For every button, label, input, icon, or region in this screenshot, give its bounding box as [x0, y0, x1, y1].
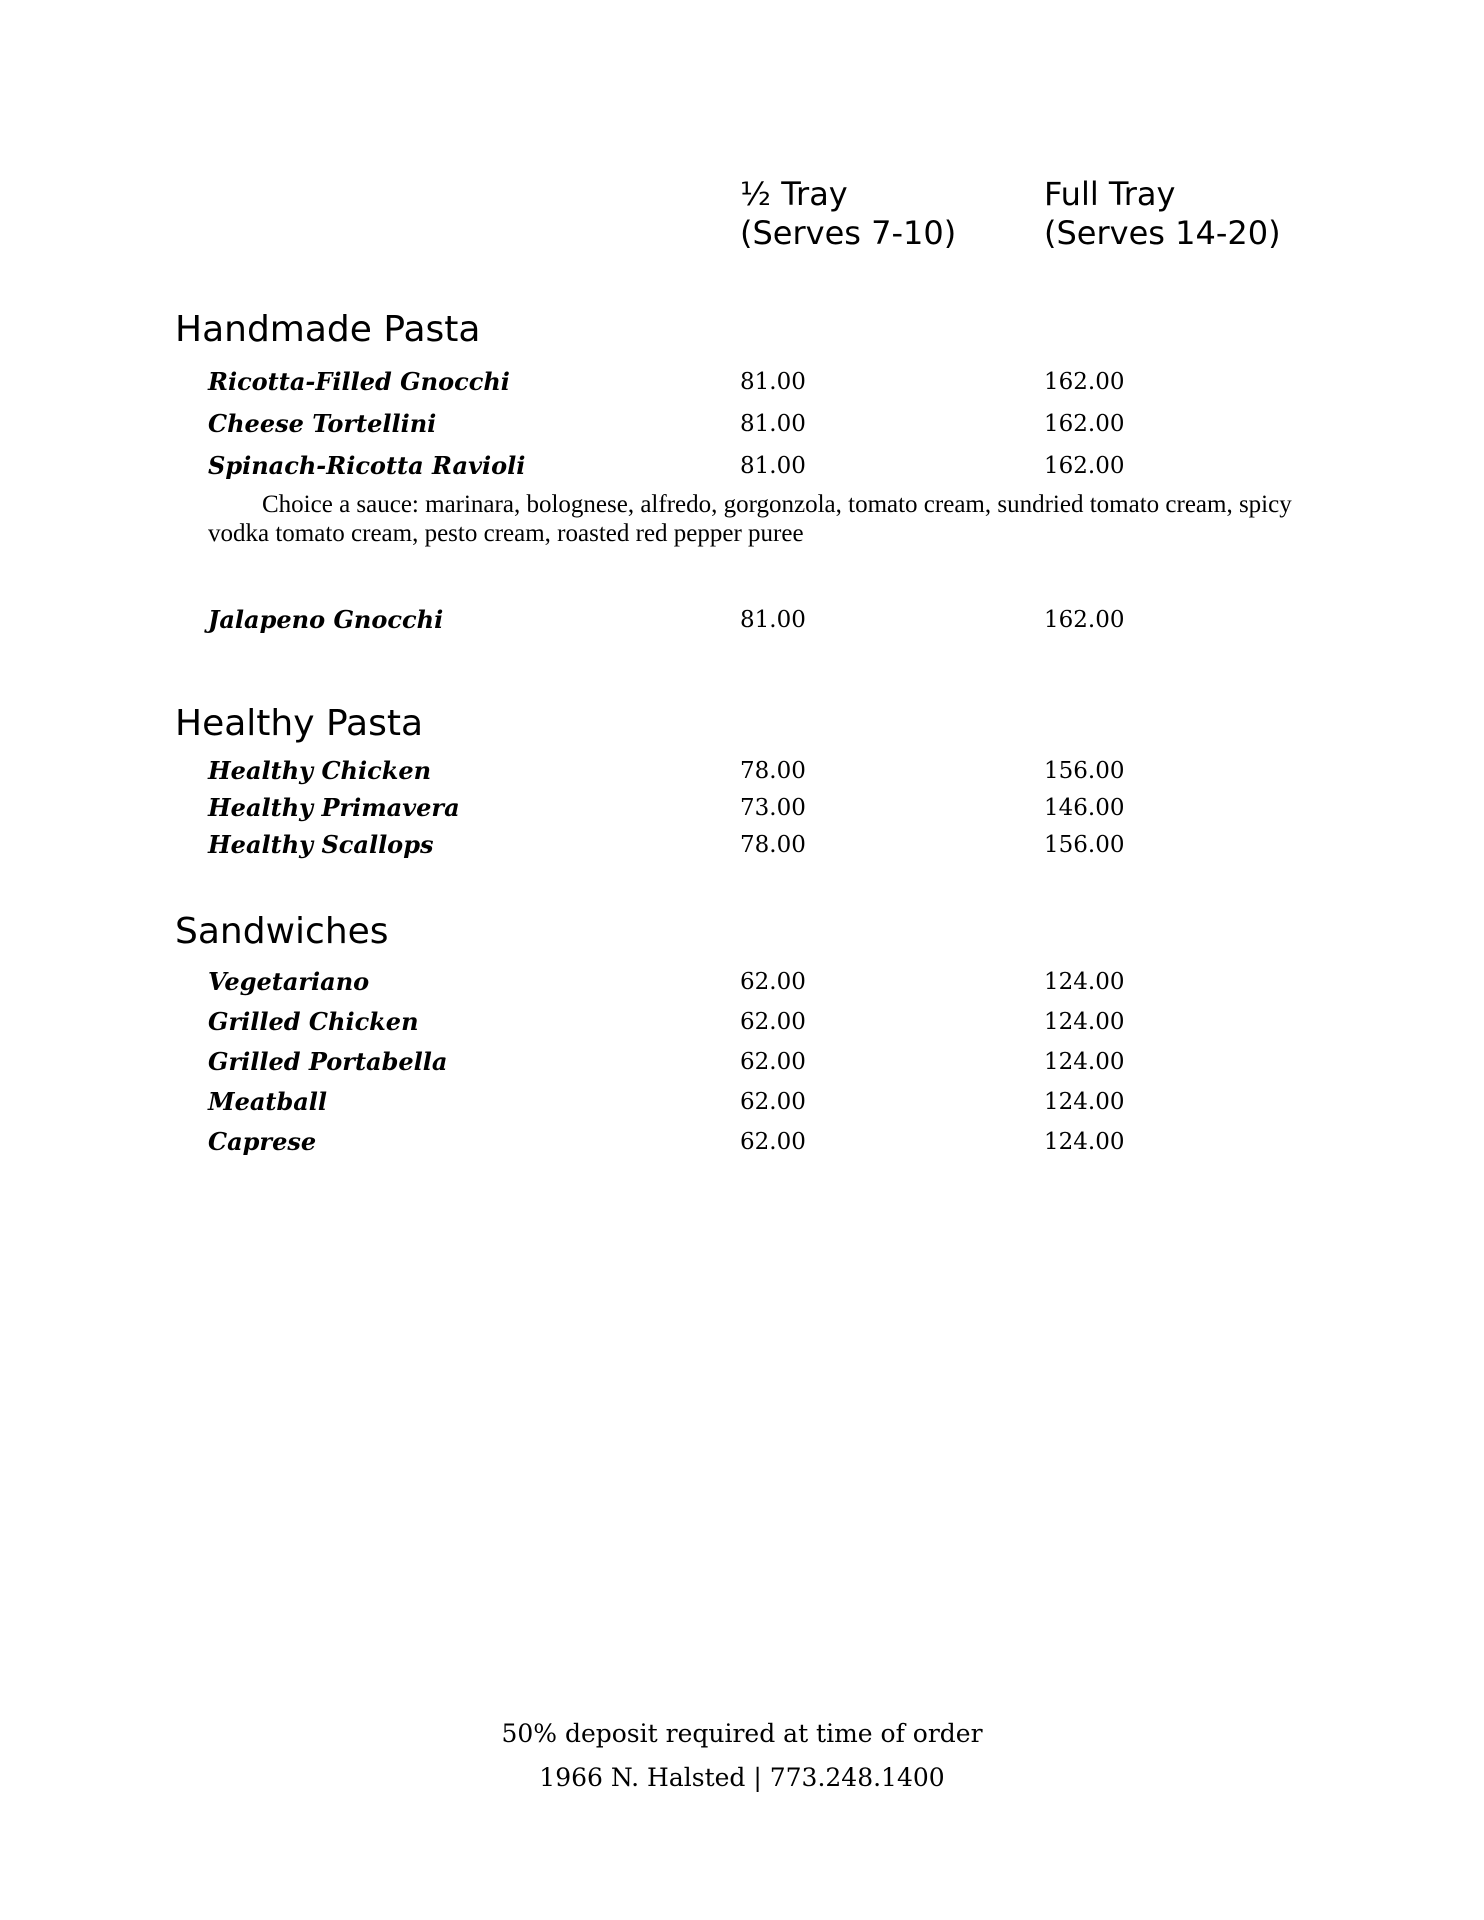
full-tray-price: 162.00	[1044, 369, 1125, 395]
menu-item-name: Grilled Portabella	[208, 1047, 448, 1076]
full-tray-price: 162.00	[1044, 411, 1125, 437]
menu-item-row	[0, 829, 1484, 861]
full-tray-price: 162.00	[1044, 607, 1125, 633]
half-tray-price: 62.00	[740, 969, 806, 995]
menu-item-row	[0, 450, 1484, 482]
menu-item-name: Cheese Tortellini	[208, 409, 437, 438]
half-tray-column-header	[740, 175, 956, 253]
menu-item-row	[0, 1046, 1484, 1078]
deposit-notice: 50% deposit required at time of order	[501, 1719, 983, 1748]
section-title-handmade-pasta: Handmade Pasta	[175, 309, 481, 350]
menu-item-name: Healthy Chicken	[208, 756, 432, 785]
menu-item-name: Caprese	[208, 1127, 317, 1156]
menu-item-row	[0, 604, 1484, 636]
menu-item-row	[0, 1126, 1484, 1158]
menu-item-name: Healthy Scallops	[208, 830, 434, 859]
menu-item-row	[0, 755, 1484, 787]
half-tray-price: 62.00	[740, 1089, 806, 1115]
menu-item-name: Grilled Chicken	[208, 1007, 419, 1036]
menu-item-row	[0, 366, 1484, 398]
menu-item-name: Ricotta-Filled Gnocchi	[208, 367, 510, 396]
menu-item-row	[0, 966, 1484, 998]
full-tray-price: 124.00	[1044, 1089, 1125, 1115]
menu-item-row	[0, 408, 1484, 440]
menu-item-name: Spinach-Ricotta Ravioli	[208, 451, 526, 480]
half-tray-serves: (Serves 7-10)	[740, 214, 957, 252]
half-tray-price: 81.00	[740, 607, 806, 633]
menu-item-name: Jalapeno Gnocchi	[208, 605, 444, 634]
half-tray-price: 62.00	[740, 1009, 806, 1035]
full-tray-price: 124.00	[1044, 969, 1125, 995]
full-tray-column-header	[1044, 175, 1281, 253]
half-tray-label: ½ Tray	[740, 175, 848, 213]
half-tray-price: 81.00	[740, 453, 806, 479]
full-tray-price: 156.00	[1044, 832, 1125, 858]
section-title-healthy-pasta: Healthy Pasta	[175, 703, 424, 744]
contact-info: 1966 N. Halsted | 773.248.1400	[539, 1763, 945, 1792]
menu-item-row	[0, 1086, 1484, 1118]
menu-item-row	[0, 792, 1484, 824]
full-tray-price: 156.00	[1044, 758, 1125, 784]
full-tray-label: Full Tray	[1044, 175, 1176, 213]
sauce-choice-note: Choice a sauce: marinara, bolognese, alfredo, gorgonzola, tomato cream, sundried tomato cream, spicy vodka tomato cream, pesto cream, roasted red pepper puree	[208, 491, 1292, 547]
full-tray-price: 124.00	[1044, 1049, 1125, 1075]
full-tray-price: 124.00	[1044, 1009, 1125, 1035]
section-title-sandwiches: Sandwiches	[175, 911, 389, 952]
menu-item-row	[0, 1006, 1484, 1038]
half-tray-price: 78.00	[740, 758, 806, 784]
half-tray-price: 81.00	[740, 411, 806, 437]
menu-item-name: Vegetariano	[208, 967, 370, 996]
full-tray-serves: (Serves 14-20)	[1044, 214, 1281, 252]
half-tray-price: 81.00	[740, 369, 806, 395]
full-tray-price: 162.00	[1044, 453, 1125, 479]
half-tray-price: 62.00	[740, 1049, 806, 1075]
half-tray-price: 62.00	[740, 1129, 806, 1155]
half-tray-price: 73.00	[740, 795, 806, 821]
half-tray-price: 78.00	[740, 832, 806, 858]
menu-item-name: Healthy Primavera	[208, 793, 460, 822]
menu-item-name: Meatball	[208, 1087, 328, 1116]
full-tray-price: 124.00	[1044, 1129, 1125, 1155]
full-tray-price: 146.00	[1044, 795, 1125, 821]
